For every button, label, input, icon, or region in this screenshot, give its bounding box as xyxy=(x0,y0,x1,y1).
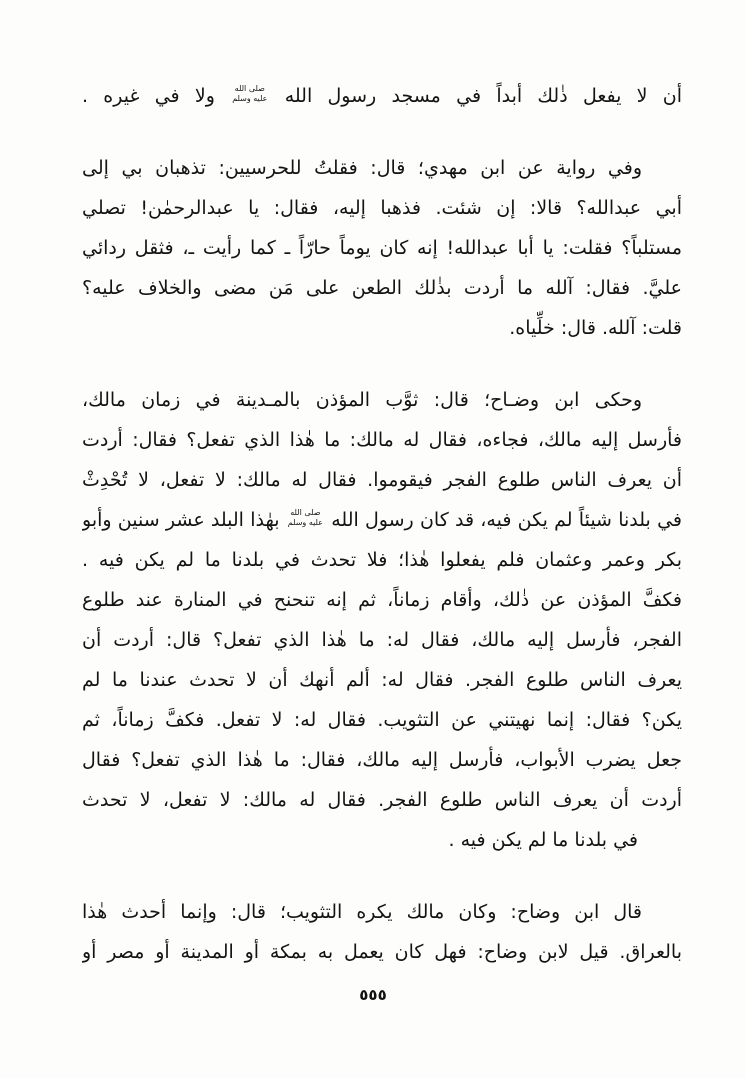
paragraph xyxy=(82,892,682,972)
paragraph xyxy=(82,148,682,348)
text-line: وحكى ابن وضـاح؛ قال: ثوَّب المؤذن بالمـدينة في زمان مالك، xyxy=(82,389,642,411)
text-line: بكر وعمر وعثمان فلم يفعلوا هٰذا؛ فلا تحدث في بلدنا ما لم يكن فيه . xyxy=(82,549,682,571)
text-line: جعل يضرب الأبواب، فأرسل إليه مالك، فقال: ما هٰذا الذي تفعل؟ فقال xyxy=(82,749,682,771)
honorific-saw-symbol xyxy=(288,508,323,526)
text-line xyxy=(82,500,682,540)
text-block xyxy=(82,76,682,972)
text-line: يكن؟ فقال: إنما نهيتني عن التثويب. فقال له: لا تفعل. فكفَّ زماناً، ثم xyxy=(82,709,682,731)
line-text-segment: أن لا يفعل ذٰلك أبداً في مسجد رسول الله xyxy=(284,85,682,107)
text-line: في بلدنا ما لم يكن فيه . xyxy=(448,829,638,851)
line-text-segment: ولا في غيره . xyxy=(82,85,215,107)
text-line: قال ابن وضاح: وكان مالك يكره التثويب؛ قال: وإنما أحدث هٰذا xyxy=(82,901,642,923)
text-line: قلت: آلله. قال: خلِّياه. xyxy=(509,317,682,339)
honorific-line2: عليه وسلم xyxy=(287,517,323,527)
honorific-line1: صلى الله xyxy=(290,508,321,518)
text-line xyxy=(82,76,682,116)
line-text-segment: بهٰذا البلد عشر سنين وأبو xyxy=(82,509,280,531)
text-line: وفي رواية عن ابن مهدي؛ قال: فقلتُ للحرسيين: تذهبان بي إلى xyxy=(82,157,642,179)
paragraph xyxy=(82,380,682,860)
text-line: بالعراق. قيل لابن وضاح: فهل كان يعمل به بمكة أو المدينة أو مصر أو xyxy=(82,941,682,963)
text-line: أن يعرف الناس طلوع الفجر فيقوموا. فقال له مالك: لا تفعل، لا تُحْدِثْ xyxy=(82,469,682,491)
honorific-line2: عليه وسلم xyxy=(232,93,268,103)
text-line: فكفَّ المؤذن عن ذٰلك، وأقام زماناً، ثم إنه تنحنح في المنارة عند طلوع xyxy=(82,589,682,611)
text-line: الفجر، فأرسل إليه مالك، فقال له: ما هٰذا الذي تفعل؟ قال: أردت أن xyxy=(82,629,682,651)
text-line: يعرف الناس طلوع الفجر. فقال له: ألم أنهك أن لا تحدث عندنا ما لم xyxy=(82,669,682,691)
text-line: أردت أن يعرف الناس طلوع الفجر. فقال له مالك: لا تفعل، لا تحدث xyxy=(82,789,682,811)
paragraph xyxy=(82,76,682,116)
page-number: ٥٥٥ xyxy=(359,986,387,1004)
text-line: فأرسل إليه مالك، فجاءه، فقال له مالك: ما هٰذا الذي تفعل؟ فقال: أردت xyxy=(82,429,682,451)
text-line: مستلباً؟ فقلت: يا أبا عبدالله! إنه كان يوماً حارّاً ـ كما رأيت ـ، فثقل ردائي xyxy=(82,237,682,259)
line-text-segment: في بلدنا شيئاً لم يكن فيه، قد كان رسول الله xyxy=(331,509,682,531)
honorific-saw-symbol xyxy=(232,84,267,102)
text-line: أبي عبدالله؟ قالا: إن شئت. فذهبا إليه، فقال: يا عبدالرحمٰن! تصلي xyxy=(82,197,682,219)
honorific-line1: صلى الله xyxy=(234,84,265,94)
text-line: عليَّ. فقال: آلله ما أردت بذٰلك الطعن على مَن مضى والخلاف عليه؟ xyxy=(82,277,682,299)
